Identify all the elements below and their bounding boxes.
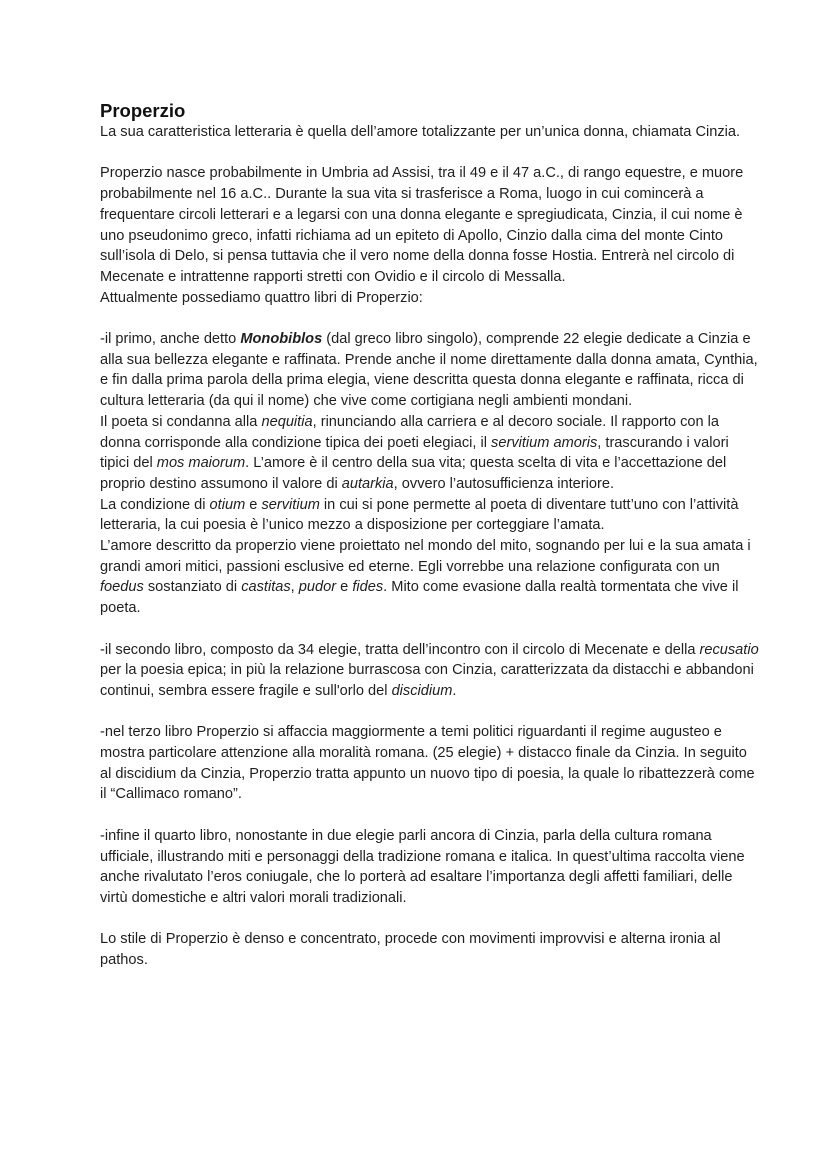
text-run: . L’amore è il centro della sua vita; questa scelta di vita e l’accettazione del proprio destino assumono il valore di xyxy=(100,455,727,492)
term-mos-maiorum: mos maiorum xyxy=(156,455,246,472)
spacer xyxy=(100,909,760,930)
term-otium: otium xyxy=(209,496,246,513)
text-run: (dal greco libro singolo), comprende 22 elegie dedicate a Cinzia e alla sua bellezza elegante e raffinata. Prende anche il nome direttamente dalla donna amata, Cynthia, e fin dalla prima parola della prima elegia, viene descritta questa donna elegante e raffinata, ricca di cultura letteraria (da qui il nome) che vive come cortigiana negli ambienti mondani. xyxy=(100,331,758,410)
text-run: e xyxy=(245,496,262,513)
book3-paragraph: -nel terzo libro Properzio si affaccia maggiormente a temi politici riguardanti il regime augusteo e mostra particolare attenzione alla moralità romana. (25 elegie) + distacco finale da Cinzia. In seguito al discidium da Cinzia, Properzio tratta appunto un nuovo tipo di poesia, la quale lo ribattezzerà come il “Callimaco romano”. xyxy=(100,724,755,803)
term-fides: fides xyxy=(352,579,384,596)
term-autarkia: autarkia xyxy=(341,475,394,492)
text-run: , trascurando i valori tipici del xyxy=(100,434,729,472)
text-run: , ovvero l’autosufficienza interiore. xyxy=(393,475,615,492)
text-run: Il poeta si condanna alla xyxy=(100,413,262,430)
intro-paragraph: La sua caratteristica letteraria è quella dell’amore totalizzante per un’unica donna, chiamata Cinzia. xyxy=(100,124,741,140)
term-servitium-amoris: servitium amoris xyxy=(491,434,598,451)
term-nequitia: nequitia xyxy=(261,413,313,430)
text-run: , rinunciando alla carriera e al decoro sociale. Il rapporto con la donna corrisponde alla condizione tipica dei poeti elegiaci, il xyxy=(100,413,720,451)
term-foedus: foedus xyxy=(100,579,144,596)
text-run: , xyxy=(290,579,299,596)
book1-paragraph-1 xyxy=(100,329,760,412)
term-discidium: discidium xyxy=(391,682,453,699)
style-paragraph: Lo stile di Properzio è denso e concentrato, procede con movimenti improvvisi e alterna ironia al pathos. xyxy=(100,931,721,969)
text-run: L’amore descritto da properzio viene proiettato nel mondo del mito, sognando per lui e la sua amata i grandi amori mitici, passioni esclusive ed eterne. Egli vorrebbe una relazione configurata con un xyxy=(100,538,751,575)
book2-paragraph xyxy=(100,640,760,702)
text-run: . xyxy=(452,682,457,699)
text-run: sostanziato di xyxy=(143,579,242,596)
text-run: -il secondo libro, composto da 34 elegie, tratta dell’incontro con il circolo di Mecenate e della xyxy=(100,641,700,658)
text-run: La condizione di xyxy=(100,496,210,513)
spacer xyxy=(100,619,760,640)
term-pudor: pudor xyxy=(298,579,337,596)
spacer xyxy=(100,702,760,723)
book1-paragraph-4 xyxy=(100,536,760,619)
book4-paragraph: -infine il quarto libro, nonostante in due elegie parli ancora di Cinzia, parla della cultura romana ufficiale, illustrando miti e personaggi della tradizione romana e italica. In quest’ultima raccolta viene anche rivalutato l’eros coniugale, che lo porterà ad esaltare l’importanza degli affetti familiari, delle virtù domestiche e altri valori morali tradizionali. xyxy=(100,827,745,906)
term-servitium: servitium xyxy=(261,496,320,513)
book1-paragraph-2 xyxy=(100,412,760,495)
spacer xyxy=(100,308,760,329)
text-run: e xyxy=(336,579,353,596)
term-recusatio: recusatio xyxy=(699,641,759,658)
books-intro-paragraph: Attualmente possediamo quattro libri di Properzio: xyxy=(100,289,423,306)
page-title: Properzio xyxy=(100,100,186,121)
text-run: per la poesia epica; in più la relazione burrascosa con Cinzia, caratterizzata da distacchi e abbandoni continui, sembra essere fragile e sull'orlo del xyxy=(100,662,754,699)
term-monobiblos: Monobiblos xyxy=(240,331,323,347)
book1-paragraph-3 xyxy=(100,495,760,536)
term-castitas: castitas xyxy=(241,579,291,596)
biography-paragraph: Properzio nasce probabilmente in Umbria ad Assisi, tra il 49 e il 47 a.C., di rango equestre, e muore probabilmente nel 16 a.C.. Durante la sua vita si trasferisce a Roma, luogo in cui comincerà a frequentare circoli letterari e a legarsi con una donna elegante e spregiudicata, Cinzia, il cui nome è uno pseudonimo greco, infatti richiama ad un epiteto di Apollo, Cinzio dalla cima del monte Cinto sull’isola di Delo, si pensa tuttavia che il vero nome della donna fosse Hostia. Entrerà nel circolo di Mecenate e intrattenne rapporti stretti con Ovidio e il circolo di Messalla. xyxy=(100,165,744,285)
text-run: . Mito come evasione dalla realtà tormentata che vive il poeta. xyxy=(100,579,739,617)
document-page xyxy=(100,100,760,971)
text-run: -il primo, anche detto xyxy=(100,331,241,347)
spacer xyxy=(100,805,760,826)
text-run: in cui si pone permette al poeta di diventare tutt’uno con l’attività letteraria, la cui poesia è l’unico mezzo a disposizione per corteggiare l’amata. xyxy=(100,496,739,534)
spacer xyxy=(100,143,760,164)
